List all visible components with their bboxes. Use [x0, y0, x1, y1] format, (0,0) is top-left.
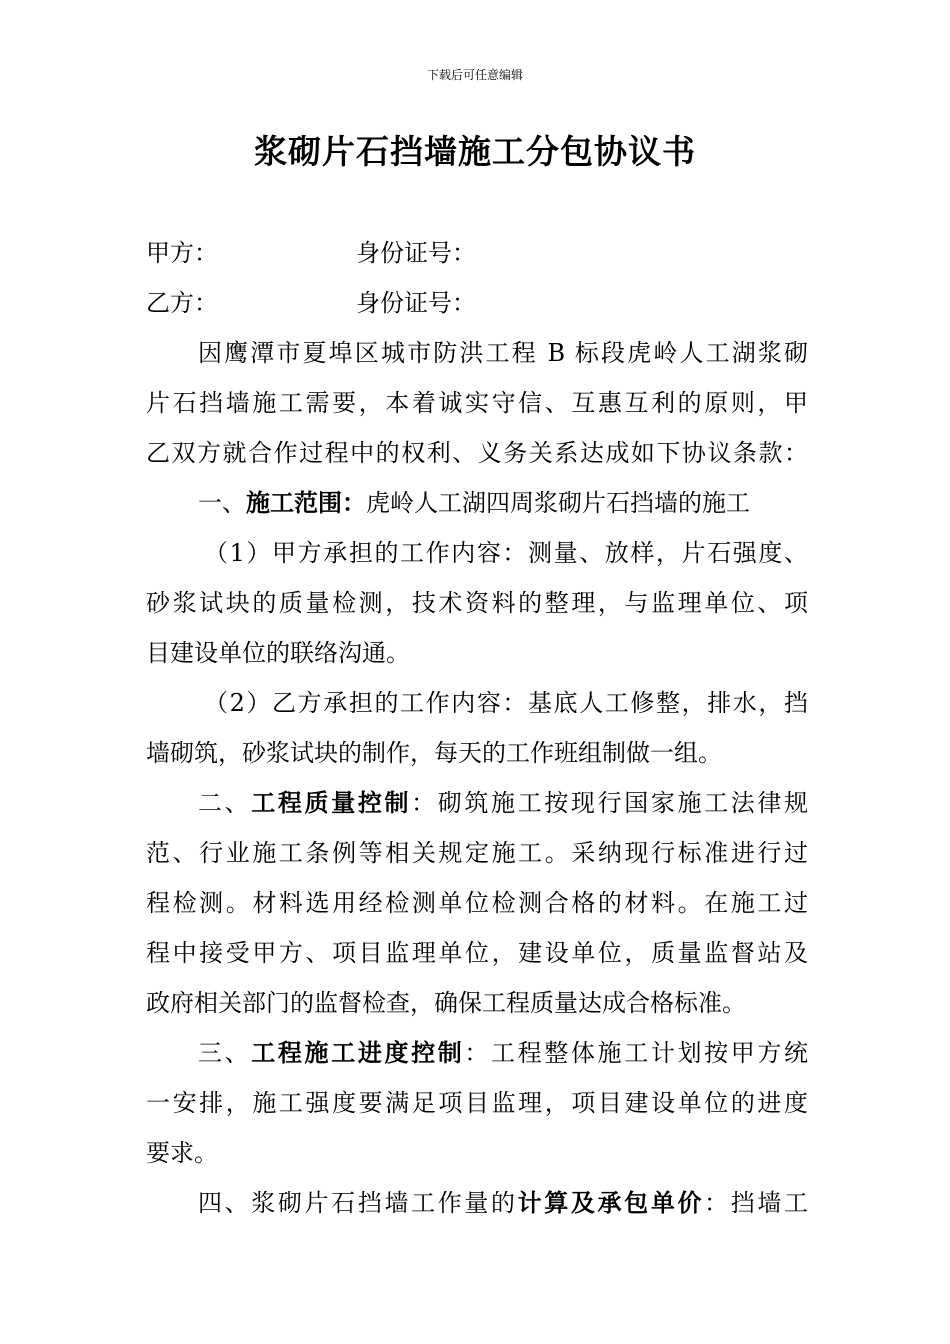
item-2-line: 墙砌筑，砂浆试块的制作，每天的工作班组制做一组。 — [146, 739, 722, 767]
section-1-prefix: 一、 — [198, 489, 246, 517]
section-4-prefix: 四、浆砌片石挡墙工作量的 — [198, 1189, 518, 1217]
section-4-heading: 计算及承包单价 — [517, 1188, 705, 1217]
header-note: 下载后可任意编辑 — [426, 68, 523, 82]
document-title: 浆砌片石挡墙施工分包协议书 — [254, 132, 696, 171]
section-2-line: 程中接受甲方、项目监理单位，建设单位，质量监督站及 — [146, 939, 808, 967]
section-2-first-text: ：砌筑施工按现行国家施工法律规 — [411, 789, 809, 817]
item-1-line: 目建设单位的联络沟通。 — [146, 639, 410, 667]
section-2-heading: 工程质量控制 — [251, 788, 412, 817]
section-1-scope — [146, 478, 808, 528]
section-2-first-line — [146, 778, 808, 828]
section-3-prefix: 三、 — [198, 1039, 252, 1067]
party-b-id-label: 身份证号： — [356, 289, 476, 317]
intro-line: 因鹰潭市夏埠区城市防洪工程 B 标段虎岭人工湖浆砌 — [198, 339, 808, 367]
section-3-line: 一安排，施工强度要满足项目监理，项目建设单位的进度 — [146, 1089, 808, 1117]
party-b-label: 乙方： — [146, 289, 218, 317]
section-3-first-text: ：工程整体施工计划按甲方统 — [464, 1039, 809, 1067]
section-3-first-line — [146, 1028, 808, 1078]
section-3-heading: 工程施工进度控制 — [251, 1038, 465, 1067]
item-2-line: （2）乙方承担的工作内容：基底人工修整，排水，挡 — [204, 689, 808, 717]
section-1-text: 虎岭人工湖四周浆砌片石挡墙的施工 — [366, 489, 750, 517]
intro-line: 乙双方就合作过程中的权利、义务关系达成如下协议条款： — [146, 439, 808, 467]
section-2-line: 范、行业施工条例等相关规定施工。采纳现行标准进行过 — [146, 839, 808, 867]
item-1-line: 砂浆试块的质量检测，技术资料的整理，与监理单位、项 — [146, 589, 808, 617]
party-a-row — [146, 228, 808, 278]
section-2-line: 程检测。材料选用经检测单位检测合格的材料。在施工过 — [146, 889, 808, 917]
section-2-prefix: 二、 — [198, 789, 252, 817]
section-2-line: 政府相关部门的监督检查，确保工程质量达成合格标准。 — [146, 989, 746, 1017]
document-body — [146, 228, 808, 1228]
intro-line: 片石挡墙施工需要，本着诚实守信、互惠互利的原则，甲 — [146, 389, 808, 417]
item-1-line: （1）甲方承担的工作内容：测量、放样，片石强度、 — [204, 539, 808, 567]
section-3-line: 要求。 — [146, 1139, 218, 1167]
party-b-row — [146, 278, 808, 328]
party-a-id-label: 身份证号： — [356, 239, 476, 267]
section-1-heading: 施工范围： — [246, 488, 366, 517]
section-4-text: ：挡墙工 — [704, 1189, 809, 1217]
party-a-label: 甲方： — [146, 239, 218, 267]
section-4-first-line — [146, 1178, 808, 1228]
